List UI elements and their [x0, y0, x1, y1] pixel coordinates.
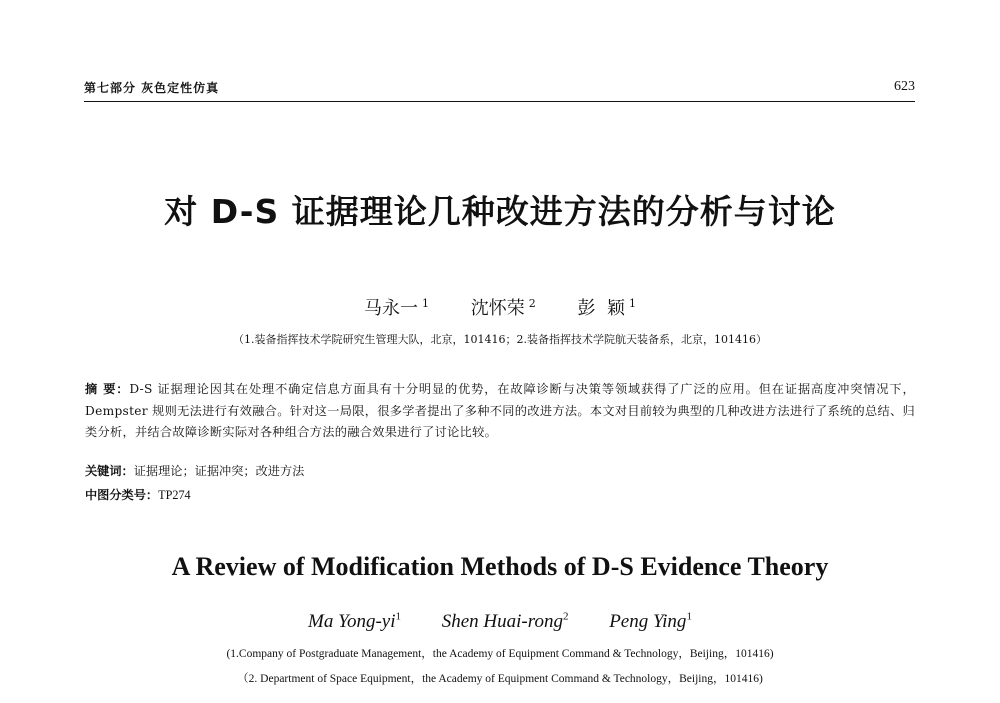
author-affil-mark: 1: [686, 611, 692, 623]
author-name: Ma Yong-yi: [308, 611, 396, 633]
author-en-1: [308, 611, 401, 632]
classification-number: [85, 486, 915, 503]
author-affil-mark: 1: [422, 297, 430, 310]
author-name: 沈怀荣: [470, 298, 525, 319]
author-affil-mark: 2: [562, 611, 569, 623]
author-en-2: [442, 611, 569, 632]
author-cn-3: [578, 298, 636, 319]
author-cn-1: [364, 298, 429, 319]
author-name: 马永一: [364, 298, 419, 319]
header-section-title: 第七部分 灰色定性仿真: [84, 81, 220, 95]
classification-value: TP274: [158, 488, 191, 502]
classification-label: 中图分类号：: [85, 488, 159, 502]
author-affil-mark: 2: [528, 297, 536, 310]
authors-en: [0, 611, 1000, 633]
author-en-3: [609, 611, 692, 632]
affiliation-en-1: (1.Company of Postgraduate Management，the Academy of Equipment Command & Technology，Beijing，101416): [226, 648, 774, 660]
author-name: Peng Ying: [609, 611, 687, 633]
author-name: Shen Huai-rong: [441, 611, 563, 633]
author-name: 彭 颖: [577, 298, 625, 319]
abstract-text: D-S 证据理论因其在处理不确定信息方面具有十分明显的优势，在故障诊断与决策等领域获得了广泛的应用。但在证据高度冲突情况下，Dempster 规则无法进行有效融合。针对这一局限，很多学者提出了多种不同的改进方法。本文对目前较为典型的几种改进方法进行了系统的总结、归类分析，并结合故障诊断实际对各种组合方法的融合效果进行了讨论比较。: [85, 382, 915, 439]
abstract-cn: [85, 379, 915, 444]
abstract-label: 摘 要：: [85, 382, 130, 396]
author-affil-mark: 1: [628, 297, 636, 310]
paper-title-en: A Review of Modification Methods of D-S Evidence Theory: [171, 552, 829, 581]
page-number: 623: [894, 79, 915, 94]
authors-cn: [0, 294, 1000, 320]
affiliation-en-2: （2. Department of Space Equipment，the Academy of Equipment Command & Technology，Beijing，101416): [237, 673, 763, 685]
keywords-cn: [85, 462, 915, 479]
affiliation-cn: （1.装备指挥技术学院研究生管理大队，北京，101416；2.装备指挥技术学院航天装备系，北京，101416）: [233, 333, 767, 346]
paper-title-cn: 对 D-S 证据理论几种改进方法的分析与讨论: [164, 192, 836, 231]
author-affil-mark: 1: [395, 611, 401, 623]
keywords-text: 证据理论；证据冲突；改进方法: [133, 464, 305, 478]
keywords-label: 关键词：: [85, 464, 134, 478]
author-cn-2: [471, 298, 536, 319]
running-header: [84, 77, 915, 102]
